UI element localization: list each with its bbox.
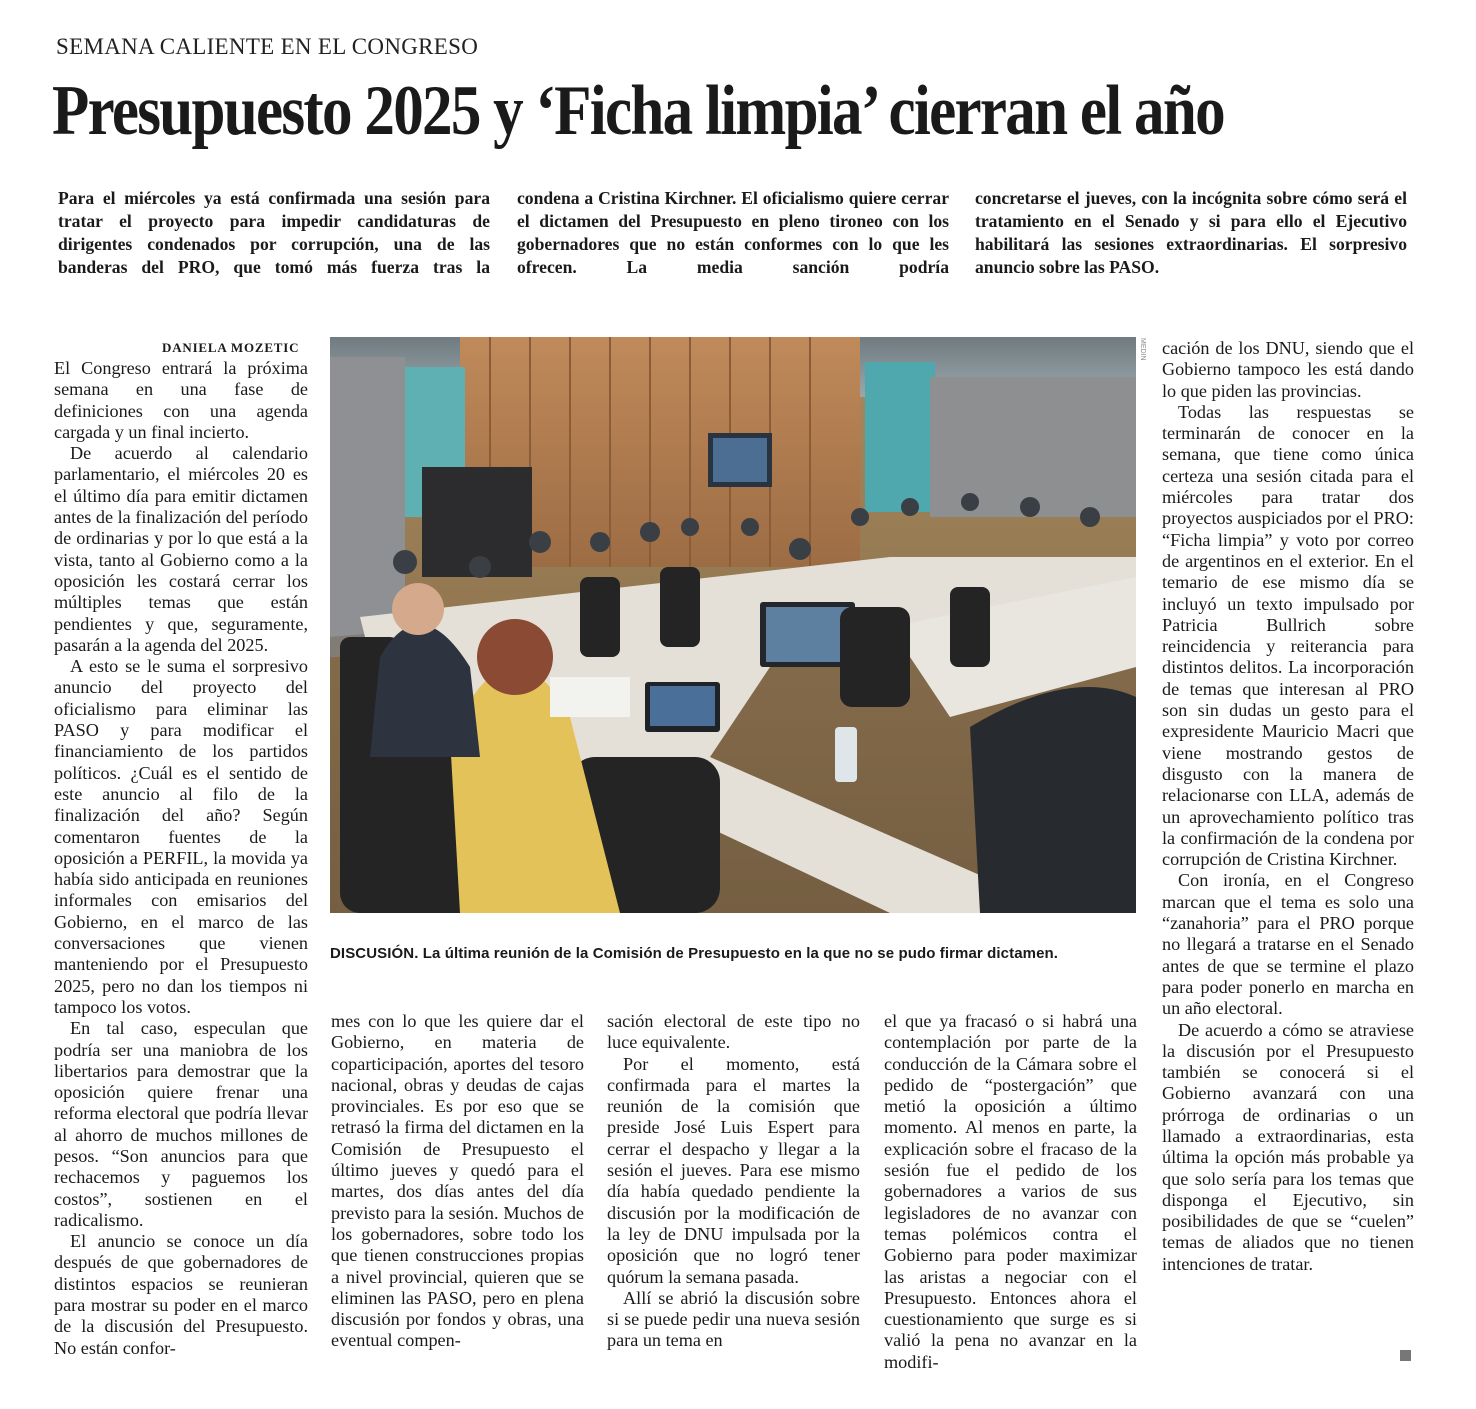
paragraph: el que ya fracasó o si habrá una contemplación por parte de la conducción de la Cámara sobre el pedido de “postergación” que metió la oposición a último momento. Al menos en parte, la explicación sobre el fracaso de la sesión fue el pedido de los gobernadores a varios de sus legisladores de no avanzar con temas polémicos contra el Gobierno para poder maximizar las aristas a negociar con el Presupuesto. Entonces ahora el cuestionamiento que surge es si valió la pena no avanzar en la modifi- (884, 1011, 1137, 1372)
paragraph: cación de los DNU, siendo que el Gobierno tampoco les está dando lo que piden las provincias. (1162, 338, 1414, 401)
caption-label: DISCUSIÓN. (330, 945, 419, 962)
paragraph: Por el momento, está confirmada para el martes la reunión de la comisión que preside José Luis Espert para cerrar el despacho y llegar a la sesión el jueves. Para ese mismo día había quedado pendiente la discusión por la modificación de la ley de DNU impulsada por la oposición que no logró tener quórum la semana pasada. (607, 1053, 860, 1287)
deck-part-3: concretarse el jueves, con la incógnita sobre cómo será el tratamiento en el Senado y si para ello el Ejecutivo habilitará las sesiones extraordinarias. El sorpresivo anuncio sobre las PASO. (975, 188, 1407, 277)
photo-credit: MEDIN (1139, 338, 1146, 361)
paragraph: sación electoral de este tipo no luce equivalente. (607, 1011, 860, 1053)
paragraph: Todas las respuestas se terminarán de conocer en la semana, que tiene como única certeza una sesión citada para el miércoles para tratar dos proyectos auspiciados por el PRO: “Ficha limpia” y voto por correo de argentinos en el exterior. En el temario de ese mismo día se incluyó un texto impulsado por Patricia Bullrich sobre reincidencia y reiterancia para distintos delitos. La incorporación de temas que interesan al PRO son sin dudas un gesto para el expresidente Mauricio Macri que viene mostrando gestos de disgusto con la manera de relacionarse con LLA, además de un aprovechamiento político tras la confirmación de la condena por corrupción de Cristina Kirchner. (1162, 401, 1414, 870)
headline: Presupuesto 2025 y ‘Ficha limpia’ cierran el año (52, 72, 1224, 150)
paragraph: El anuncio se conoce un día después de que gobernadores de distintos espacios se reunieran para mostrar su poder en el marco de la discusión del Presupuesto. No están confor- (54, 1231, 308, 1358)
paragraph: mes con lo que les quiere dar el Gobierno, en materia de coparticipación, aportes del tesoro nacional, obras y deudas de cajas provinciales. Es por eso que se retrasó la firma del dictamen en la Comisión de Presupuesto el último jueves y quedó para el martes, dos días antes del día previsto para la sesión. Muchos de los gobernadores, sobre todo los que tienen construcciones propias a nivel provincial, quieren que se eliminen las PASO, pero en plena discusión por fondos y obras, una eventual compen- (331, 1011, 584, 1351)
article-column-2 (331, 1011, 584, 1352)
paragraph: A esto se le suma el sorpresivo anuncio del proyecto del oficialismo para eliminar las PASO y para modificar el financiamiento de los partidos políticos. ¿Cuál es el sentido de este anuncio al filo de la finalización del año? Según comentaron fuentes de la oposición a PERFIL, la movida ya había sido anticipada en reuniones informales con emisarios del Gobierno, en el marco de las conversaciones que vienen manteniendo por el Presupuesto 2025, pero no dan los tiempos ni tampoco los votos. (54, 656, 308, 1017)
deck-part-2: condena a Cristina Kirchner. El oficialismo quiere cerrar el dictamen del Presupuesto en pleno tironeo con los gobernadores que no están conformes con lo que les ofrecen. La media sanción podría (517, 188, 949, 277)
article-column-5 (1162, 338, 1414, 1275)
end-square-icon (1400, 1350, 1411, 1361)
paragraph: Con ironía, en el Congreso marcan que el tema es solo una “zanahoria” para el PRO porque no llegará a tratarse en el Senado antes de que se termine el plazo para poder ponerlo en marcha en un año electoral. (1162, 870, 1414, 1019)
committee-room-photo (330, 337, 1136, 913)
byline: DANIELA MOZETIC (162, 340, 300, 355)
article-column-4 (884, 1011, 1137, 1373)
paragraph: En tal caso, especulan que podría ser una maniobra de los libertarios para demostrar que la oposición quiere frenar una reforma electoral que podría llevar al ahorro de muchos millones de pesos. “Son anuncios para que rechacemos y paguemos los costos”, sostienen en el radicalismo. (54, 1018, 308, 1230)
article-column-3 (607, 1011, 860, 1352)
paragraph: El Congreso entrará la próxima semana en una fase de definiciones con una agenda cargada y un final incierto. (54, 358, 308, 442)
news-photo (330, 337, 1136, 913)
paragraph: Allí se abrió la discusión sobre si se puede pedir una nueva sesión para un tema en (607, 1287, 860, 1351)
section-kicker: SEMANA CALIENTE EN EL CONGRESO (56, 34, 479, 59)
photo-caption (330, 945, 1136, 962)
paragraph: De acuerdo al calendario parlamentario, el miércoles 20 es el último día para emitir dictamen antes de la finalización del período de ordinarias y por lo que está a la vista, tanto al Gobierno como a la oposición les costará cerrar los múltiples temas que están pendientes y que, seguramente, pasarán a la agenda del 2025. (54, 443, 309, 655)
caption-text: La última reunión de la Comisión de Presupuesto en la que no se pudo firmar dictamen. (418, 945, 1059, 962)
article-column-1 (54, 358, 308, 1359)
deck-part-1: Para el miércoles ya está confirmada una sesión para tratar el proyecto para impedir candidaturas de dirigentes condenados por corrupción, una de las banderas del PRO, que tomó más fuerza tras la (58, 188, 490, 277)
paragraph: De acuerdo a cómo se atraviese la discusión por el Presupuesto también se conocerá si el Gobierno avanzará con una prórroga de ordinarias o un llamado a extraordinarias, esta última la opción más probable ya que solo sería para los temas que disponga el Ejecutivo, sin posibilidades de que se “cuelen” temas de aliados que no tienen intenciones de tratar. (1162, 1019, 1414, 1274)
